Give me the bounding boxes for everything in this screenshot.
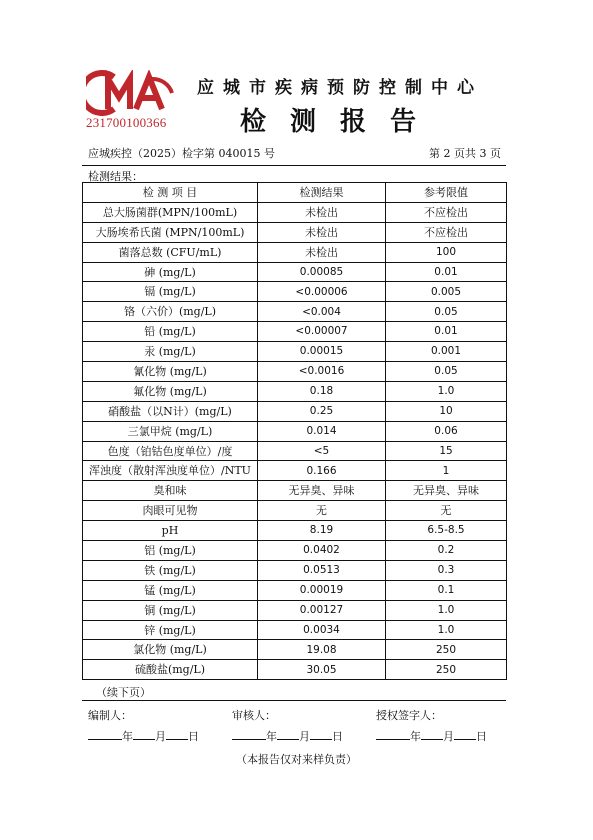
cell-result: 0.00127 <box>258 600 386 620</box>
table-row <box>83 222 507 242</box>
cell-limit: 6.5-8.5 <box>386 521 507 541</box>
prepared-date <box>88 727 199 744</box>
year-label: 年 <box>266 730 277 743</box>
page-info: 第 2 页共 3 页 <box>429 147 501 160</box>
table-row <box>83 640 507 660</box>
cell-result: 8.19 <box>258 521 386 541</box>
table-row <box>83 421 507 441</box>
cell-item: 大肠埃希氏菌 (MPN/100mL) <box>83 222 258 242</box>
cma-number: 231700100366 <box>86 115 167 130</box>
cell-limit: 0.01 <box>386 322 507 342</box>
org-name: 应城市疾病预防控制中心 <box>197 78 483 98</box>
cell-item: 铁 (mg/L) <box>83 560 258 580</box>
footer-divider <box>82 700 506 701</box>
cell-limit: 1.0 <box>386 620 507 640</box>
cell-result: 0.166 <box>258 461 386 481</box>
table-row <box>83 461 507 481</box>
cell-result: <0.0016 <box>258 362 386 382</box>
cell-result: <0.00007 <box>258 322 386 342</box>
section-label: 检测结果： <box>88 170 143 183</box>
month-blank <box>133 727 155 740</box>
cell-item: 铬（六价）(mg/L) <box>83 302 258 322</box>
cell-limit: 0.05 <box>386 302 507 322</box>
cell-limit: 无 <box>386 501 507 521</box>
cell-item: 铝 (mg/L) <box>83 541 258 561</box>
table-row <box>83 660 507 680</box>
cell-limit: 1 <box>386 461 507 481</box>
cell-result: 0.0513 <box>258 560 386 580</box>
table-row <box>83 381 507 401</box>
cell-limit: 0.01 <box>386 262 507 282</box>
cell-limit: 0.005 <box>386 282 507 302</box>
authorized-by-label: 授权签字人： <box>376 709 442 722</box>
year-blank <box>376 727 410 740</box>
cell-item: 镉 (mg/L) <box>83 282 258 302</box>
header-divider <box>82 165 506 166</box>
cell-result: 0.0402 <box>258 541 386 561</box>
cell-limit: 0.3 <box>386 560 507 580</box>
cell-limit: 250 <box>386 660 507 680</box>
year-label: 年 <box>122 730 133 743</box>
month-label: 月 <box>155 730 166 743</box>
table-row <box>83 501 507 521</box>
report-title: 检测报告 <box>239 107 440 137</box>
authorized-date <box>376 727 487 744</box>
table-row <box>83 620 507 640</box>
cell-limit: 0.001 <box>386 342 507 362</box>
cell-result: 0.0034 <box>258 620 386 640</box>
cell-result: <5 <box>258 441 386 461</box>
cell-item: pH <box>83 521 258 541</box>
cell-result: 19.08 <box>258 640 386 660</box>
cell-limit: 1.0 <box>386 381 507 401</box>
cell-result: 无异臭、异味 <box>258 481 386 501</box>
reviewed-date <box>232 727 343 744</box>
table-body <box>83 202 507 679</box>
cell-item: 汞 (mg/L) <box>83 342 258 362</box>
cell-item: 砷 (mg/L) <box>83 262 258 282</box>
cell-item: 锌 (mg/L) <box>83 620 258 640</box>
table-row <box>83 342 507 362</box>
cell-item: 三氯甲烷 (mg/L) <box>83 421 258 441</box>
day-label: 日 <box>332 730 343 743</box>
day-label: 日 <box>188 730 199 743</box>
cell-limit: 0.1 <box>386 580 507 600</box>
cell-item: 硫酸盐(mg/L) <box>83 660 258 680</box>
cell-result: 未检出 <box>258 222 386 242</box>
month-label: 月 <box>443 730 454 743</box>
table-row <box>83 521 507 541</box>
cell-item: 铅 (mg/L) <box>83 322 258 342</box>
table-header-row <box>83 183 507 203</box>
cell-item: 菌落总数 (CFU/mL) <box>83 242 258 262</box>
year-blank <box>232 727 266 740</box>
table-row <box>83 262 507 282</box>
cell-item: 氟化物 (mg/L) <box>83 381 258 401</box>
table-row <box>83 481 507 501</box>
table-row <box>83 282 507 302</box>
cell-item: 肉眼可见物 <box>83 501 258 521</box>
cell-result: 0.25 <box>258 401 386 421</box>
results-table <box>82 182 507 680</box>
document-number: 应城疾控（2025）检字第 040015 号 <box>88 147 275 160</box>
table-row <box>83 302 507 322</box>
column-header-result: 检测结果 <box>258 183 386 203</box>
cell-limit: 10 <box>386 401 507 421</box>
table-row <box>83 600 507 620</box>
day-blank <box>454 727 476 740</box>
continued-note: （续下页） <box>96 686 151 699</box>
month-label: 月 <box>299 730 310 743</box>
cell-limit: 无异臭、异味 <box>386 481 507 501</box>
cell-limit: 100 <box>386 242 507 262</box>
table-row <box>83 362 507 382</box>
cell-result: 0.18 <box>258 381 386 401</box>
cell-result: 0.00015 <box>258 342 386 362</box>
month-blank <box>421 727 443 740</box>
day-blank <box>310 727 332 740</box>
cell-result: 0.014 <box>258 421 386 441</box>
year-blank <box>88 727 122 740</box>
cell-limit: 15 <box>386 441 507 461</box>
cell-item: 色度（铂钴色度单位）/度 <box>83 441 258 461</box>
column-header-limit: 参考限值 <box>386 183 507 203</box>
cell-limit: 0.06 <box>386 421 507 441</box>
cell-result: 无 <box>258 501 386 521</box>
footer-note: （本报告仅对来样负责） <box>236 753 357 766</box>
cell-limit: 0.05 <box>386 362 507 382</box>
cma-mark-icon <box>86 70 176 116</box>
table-row <box>83 580 507 600</box>
month-blank <box>277 727 299 740</box>
cell-limit: 不应检出 <box>386 202 507 222</box>
cell-result: 30.05 <box>258 660 386 680</box>
cell-item: 总大肠菌群(MPN/100mL) <box>83 202 258 222</box>
cell-result: 0.00085 <box>258 262 386 282</box>
cell-limit: 250 <box>386 640 507 660</box>
cell-item: 硝酸盐（以N计）(mg/L) <box>83 401 258 421</box>
table-row <box>83 202 507 222</box>
cell-result: 未检出 <box>258 202 386 222</box>
cell-limit: 0.2 <box>386 541 507 561</box>
day-blank <box>166 727 188 740</box>
cell-result: 0.00019 <box>258 580 386 600</box>
cell-result: <0.004 <box>258 302 386 322</box>
table-row <box>83 242 507 262</box>
table-row <box>83 322 507 342</box>
table-row <box>83 541 507 561</box>
column-header-item: 检 测 项 目 <box>83 183 258 203</box>
reviewed-by-label: 审核人： <box>232 709 276 722</box>
day-label: 日 <box>476 730 487 743</box>
cell-result: <0.00006 <box>258 282 386 302</box>
table-row <box>83 441 507 461</box>
cell-item: 氰化物 (mg/L) <box>83 362 258 382</box>
year-label: 年 <box>410 730 421 743</box>
cell-item: 氯化物 (mg/L) <box>83 640 258 660</box>
cell-item: 铜 (mg/L) <box>83 600 258 620</box>
cell-item: 锰 (mg/L) <box>83 580 258 600</box>
table-row <box>83 560 507 580</box>
table-row <box>83 401 507 421</box>
cell-item: 浑浊度（散射浑浊度单位）/NTU <box>83 461 258 481</box>
cell-limit: 1.0 <box>386 600 507 620</box>
cell-result: 未检出 <box>258 242 386 262</box>
cell-item: 臭和味 <box>83 481 258 501</box>
cell-limit: 不应检出 <box>386 222 507 242</box>
prepared-by-label: 编制人： <box>88 709 132 722</box>
